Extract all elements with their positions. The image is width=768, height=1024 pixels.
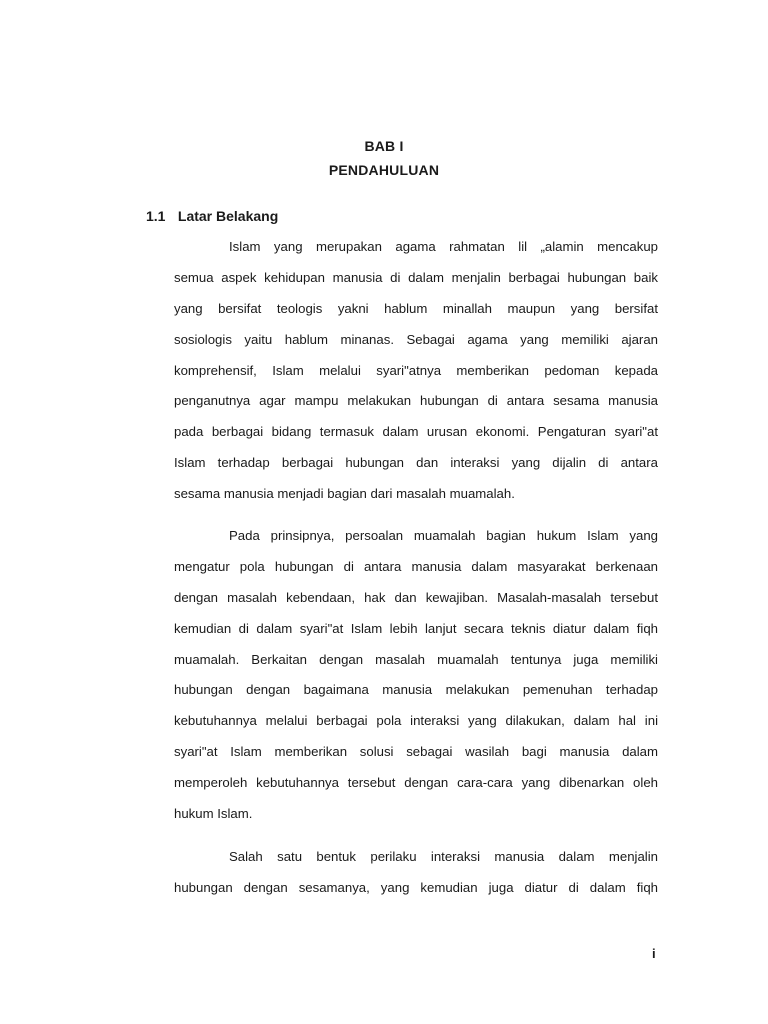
paragraph-line: Islam yang merupakan agama rahmatan lil „alamin mencakup [229, 239, 658, 254]
paragraph-3 [174, 842, 658, 904]
paragraph-line: hukum Islam. [174, 806, 253, 822]
paragraph-line: hubungan dengan bagaimana manusia melakukan pemenuhan terhadap [174, 682, 658, 698]
paragraph-line: komprehensif, Islam melalui syari"atnya memberikan pedoman kepada [174, 362, 658, 378]
paragraph-line: Salah satu bentuk perilaku interaksi manusia dalam menjalin [229, 849, 658, 864]
paragraph-line: memperoleh kebutuhannya tersebut dengan cara-cara yang dibenarkan oleh [174, 775, 658, 791]
paragraph-line: yang bersifat teologis yakni hablum minallah maupun yang bersifat [174, 300, 658, 316]
paragraph-line: sosiologis yaitu hablum minanas. Sebagai agama yang memiliki ajaran [174, 331, 658, 347]
section-title: Latar Belakang [177, 208, 279, 224]
chapter-title: PENDAHULUAN [328, 162, 440, 178]
paragraph-line: Pada prinsipnya, persoalan muamalah bagian hukum Islam yang [229, 528, 658, 543]
paragraph-line: sesama manusia menjadi bagian dari masalah muamalah. [174, 486, 515, 502]
paragraph-line: mengatur pola hubungan di antara manusia dalam masyarakat berkenaan [174, 558, 658, 574]
section-heading [146, 208, 278, 224]
paragraph-line: hubungan dengan sesamanya, yang kemudian juga diatur di dalam fiqh [174, 879, 658, 895]
paragraph-line: pada berbagai bidang termasuk dalam urusan ekonomi. Pengaturan syari"at [174, 424, 658, 440]
paragraph-line: Islam terhadap berbagai hubungan dan interaksi yang dijalin di antara [174, 455, 658, 471]
section-number: 1.1 [146, 208, 166, 224]
paragraph-line: syari"at Islam memberikan solusi sebagai wasilah bagi manusia dalam [174, 744, 658, 760]
paragraph-line: penganutnya agar mampu melakukan hubungan di antara sesama manusia [174, 393, 658, 409]
paragraph-line: kemudian di dalam syari"at Islam lebih lanjut secara teknis diatur dalam fiqh [174, 620, 658, 636]
paragraph-2 [174, 521, 658, 830]
chapter-number: BAB I [364, 138, 404, 154]
paragraph-line: kebutuhannya melalui berbagai pola interaksi yang dilakukan, dalam hal ini [174, 713, 658, 729]
paragraph-line: semua aspek kehidupan manusia di dalam menjalin berbagai hubungan baik [174, 269, 658, 285]
paragraph-line: muamalah. Berkaitan dengan masalah muamalah tentunya juga memiliki [174, 651, 658, 667]
paragraph-1 [174, 232, 658, 510]
page-number: i [652, 946, 656, 961]
paragraph-line: dengan masalah kebendaan, hak dan kewajiban. Masalah-masalah tersebut [174, 589, 658, 605]
